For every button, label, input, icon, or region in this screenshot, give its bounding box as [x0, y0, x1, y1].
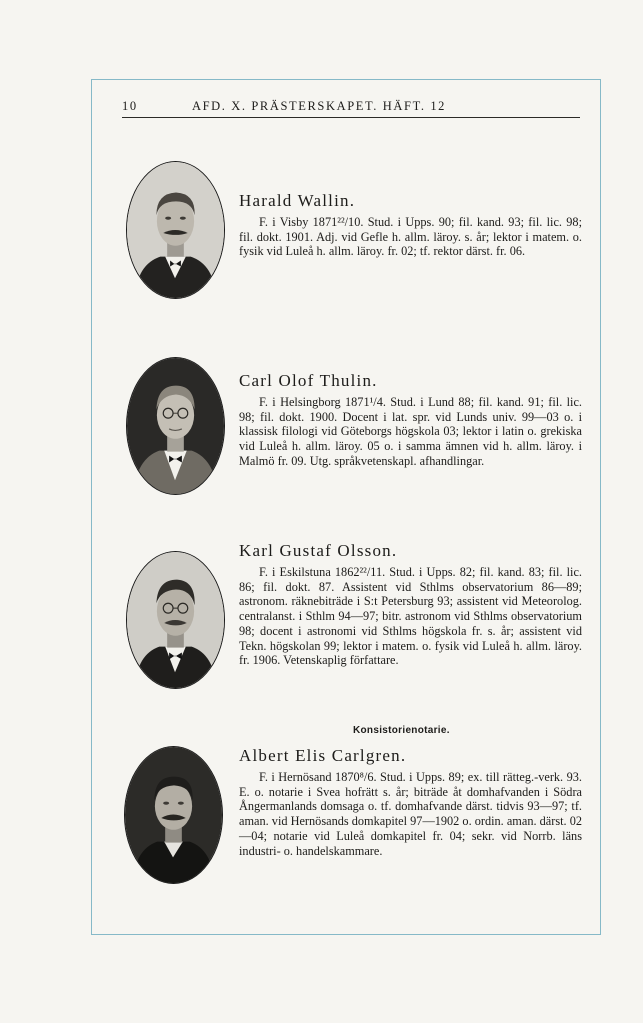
biography-text: F. i Helsingborg 1871¹/4. Stud. i Lund 88; fil. kand. 91; fil. lic. 98; fil. dokt. 1900. Docent i lat. spr. vid Lunds univ. 99—03 o. i klassisk filologi vid Göteborgs högskola 03; lektor i latin o. grekiska vid Luleå h. allm. läroy. 05 o. i samma ämnen vid h. allm. läroy. i Malmö fr. 09. Utg. språkvetenskapl. afhandlingar. [239, 395, 582, 468]
portrait-photo-man-mustache-dark [124, 746, 223, 884]
person-name: Carl Olof Thulin. [239, 371, 378, 390]
biography-entry [239, 541, 582, 668]
person-name: Albert Elis Carlgren. [239, 746, 407, 765]
biography-text: F. i Visby 1871²²/10. Stud. i Upps. 90; fil. kand. 93; fil. lic. 98; fil. dokt. 1901. Adj. vid Gefle h. allm. läroy. s. år; lektor i matem. o. fysik vid Luleå h. allm. läroy. fr. 02; tf. rektor därst. fr. 06. [239, 215, 582, 259]
portrait-photo-man-glasses-mustache [126, 551, 225, 689]
portrait-photo-man-mustache [126, 161, 225, 299]
biography-entry [239, 191, 582, 259]
person-name: Harald Wallin. [239, 191, 356, 210]
biography-text: F. i Eskilstuna 1862²²/11. Stud. i Upps. 82; fil. kand. 83; fil. lic. 86; fil. dokt. 87. Assistent vid Sthlms observatorium 86—89; astronom. räknebiträde i S:t Petersburg 93; assistent vid Meteorolog. centralanst. i Sthlm 94—97; bitr. astronom vid Sthlms observatorium 98; docent i astronomi vid Sthlms högskola fr. s. år; assistent vid Tekn. högskolan 99; lektor i matem. o. fysik vid Luleå h. allm. läroy. fr. 1906. Vetenskaplig författare. [239, 565, 582, 668]
biography-entry [239, 746, 582, 858]
person-name: Karl Gustaf Olsson. [239, 541, 398, 560]
biography-text: F. i Hernösand 1870⁸/6. Stud. i Upps. 89; ex. till rätteg.-verk. 93. E. o. notarie i Svea hofrätt s. år; biträde åt domhafvanden i Södra Ångermanlands domsaga o. tf. domhafvande därst. tidvis 93—97; tf. aman. vid Hernösands domkapitel 97—1902 o. ordin. aman. därst. 02—04; notarie vid Luleå domkapitel fr. 04; sekr. vid Norrb. läns industri- o. handelskammare. [239, 770, 582, 858]
header-rule [122, 117, 580, 118]
running-title: AFD. X. PRÄSTERSKAPET. HÄFT. 12 [192, 99, 447, 113]
portrait-photo-man-glasses [126, 357, 225, 495]
running-header [122, 99, 580, 117]
biography-entry [239, 371, 582, 469]
section-label: Konsistorienotarie. [353, 725, 450, 736]
page-number: 10 [122, 99, 138, 113]
